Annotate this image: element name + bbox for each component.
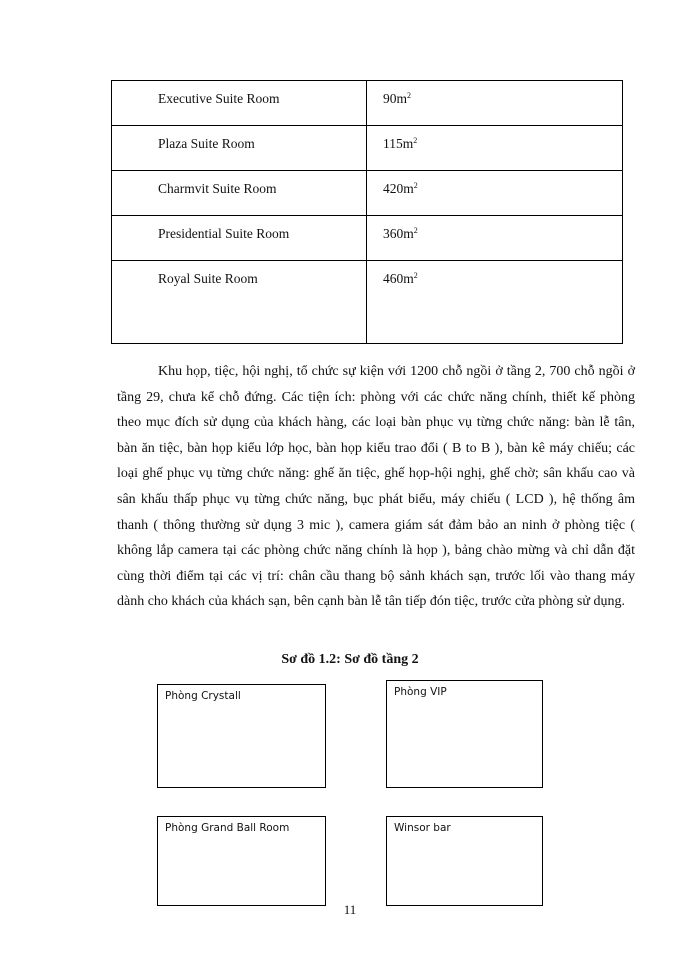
area-unit-superscript: 2 (407, 91, 412, 100)
table-row (112, 126, 623, 171)
room-area-table (111, 80, 623, 344)
room-name-cell: Charmvit Suite Room (112, 171, 367, 216)
area-unit-superscript: 2 (413, 226, 418, 235)
room-name-cell: Presidential Suite Room (112, 216, 367, 261)
page-number: 11 (343, 902, 357, 917)
room-box-label: Phòng VIP (394, 686, 447, 698)
room-area-cell (367, 261, 623, 344)
area-value: 420m (383, 181, 414, 196)
facilities-paragraph: Khu họp, tiệc, hội nghị, tổ chức sự kiện với 1200 chỗ ngồi ở tầng 2, 700 chỗ ngồi ở tầng 29, chưa kể chỗ đứng. Các tiện ích: phòng với các chức năng chính, thiết kế phòng theo mục đích sử dụng của khách hàng, các loại bàn phục vụ từng chức năng: bàn lễ tân, bàn ăn tiệc, bàn họp kiểu lớp học, bàn họp kiểu trao đổi ( B to B ), bàn kê máy chiếu; các loại ghế phục vụ từng chức năng: ghế ăn tiệc, ghế họp-hội nghị, ghế chờ; sân khấu cao và sân khấu thấp phục vụ từng chức năng, bục phát biểu, máy chiếu ( LCD ), hệ thống âm thanh ( thông thường sử dụng 3 mic ), camera giám sát đảm bảo an ninh ở phòng tiệc ( không lắp camera tại các phòng chức năng chính là họp ), bảng chào mừng và chỉ dẫn đặt cùng thời điểm tại các vị trí: chân cầu thang bộ sảnh khách sạn, trước lối vào thang máy dành cho khách của khách sạn, bên cạnh bàn lễ tân tiếp đón tiệc, trước cửa phòng sử dụng. (117, 364, 635, 610)
room-box-crystall (157, 684, 326, 788)
room-area-cell (367, 126, 623, 171)
room-box-winsor-bar (386, 816, 543, 906)
area-value: 115m (383, 136, 414, 151)
diagram-title: Sơ đồ 1.2: Sơ đồ tầng 2 (281, 652, 419, 667)
room-box-label: Phòng Grand Ball Room (165, 822, 290, 834)
room-box-grand-ball-room (157, 816, 326, 906)
area-value: 460m (383, 271, 414, 286)
room-area-cell (367, 171, 623, 216)
area-unit-superscript: 2 (413, 271, 418, 280)
area-unit-superscript: 2 (413, 181, 418, 190)
room-area-cell (367, 81, 623, 126)
table-row (112, 261, 623, 344)
room-box-label: Winsor bar (394, 822, 451, 834)
room-name-cell: Executive Suite Room (112, 81, 367, 126)
area-value: 90m (383, 91, 408, 106)
room-area-cell (367, 216, 623, 261)
room-box-label: Phòng Crystall (165, 690, 241, 702)
area-value: 360m (383, 226, 414, 241)
room-name-cell: Plaza Suite Room (112, 126, 367, 171)
table-row (112, 216, 623, 261)
room-box-vip (386, 680, 543, 788)
room-name-cell: Royal Suite Room (112, 261, 367, 344)
area-unit-superscript: 2 (413, 136, 418, 145)
table-row (112, 171, 623, 216)
table-row (112, 81, 623, 126)
